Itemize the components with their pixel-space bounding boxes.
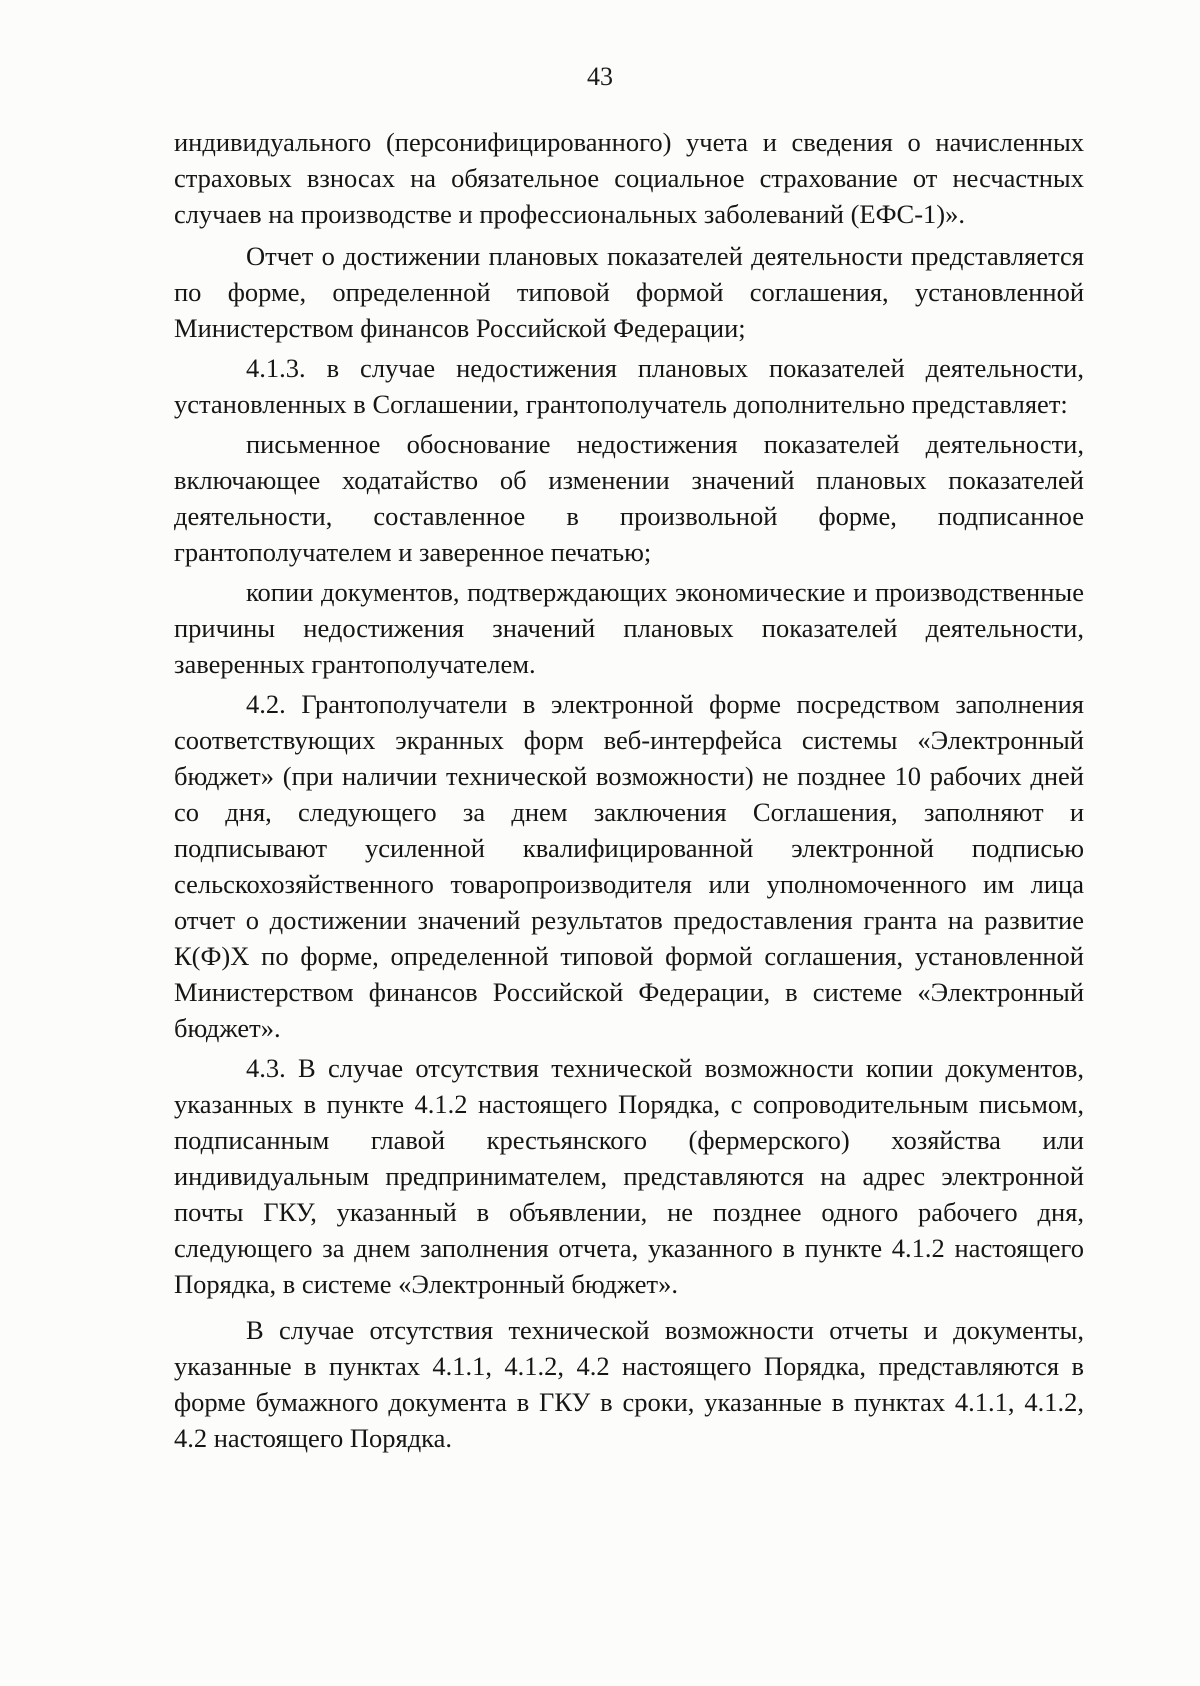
paragraph-written-justification: письменное обоснование недостижения показателей деятельности, включающее ходатайство об изменении значений плановых показателей деятельности, составленное в произвольной форме, подписанное грантополучателем и заверенное печатью; [174,429,1084,567]
paragraph-4-1-3: 4.1.3. в случае недостижения плановых показателей деятельности, установленных в Соглашении, грантополучатель дополнительно представляет: [174,353,1084,419]
paragraph-continuation: индивидуального (персонифицированного) учета и сведения о начисленных страховых взносах на обязательное социальное страхование от несчастных случаев на производстве и профессиональных заболеваний (ЕФС-1)». [174,127,1084,229]
paragraph-report-form: Отчет о достижении плановых показателей деятельности представляется по форме, определенной типовой формой соглашения, установленной Министерством финансов Российской Федерации; [174,241,1084,343]
document-body [174,124,1084,1456]
page-number: 43 [587,62,613,91]
paragraph-paper-submission: В случае отсутствия технической возможности отчеты и документы, указанные в пунктах 4.1.1, 4.1.2, 4.2 настоящего Порядка, представляются в форме бумажного документа в ГКУ в сроки, указанные в пунктах 4.1.1, 4.1.2, 4.2 настоящего Порядка. [174,1315,1084,1453]
paragraph-4-2: 4.2. Грантополучатели в электронной форме посредством заполнения соответствующих экранных форм веб-интерфейса системы «Электронный бюджет» (при наличии технической возможности) не позднее 10 рабочих дней со дня, следующего за днем заключения Соглашения, заполняют и подписывают усиленной квалифицированной электронной подписью сельскохозяйственного товаропроизводителя или уполномоченного им лица отчет о достижении значений результатов предоставления гранта на развитие К(Ф)Х по форме, определенной типовой формой соглашения, установленной Министерством финансов Российской Федерации, в системе «Электронный бюджет». [174,689,1084,1043]
paragraph-document-copies: копии документов, подтверждающих экономические и производственные причины недостижения значений плановых показателей деятельности, заверенных грантополучателем. [174,577,1084,679]
paragraph-4-3: 4.3. В случае отсутствия технической возможности копии документов, указанных в пункте 4.1.2 настоящего Порядка, с сопроводительным письмом, подписанным главой крестьянского (фермерского) хозяйства или индивидуальным предпринимателем, представляются на адрес электронной почты ГКУ, указанный в объявлении, не позднее одного рабочего дня, следующего за днем заполнения отчета, указанного в пункте 4.1.2 настоящего Порядка, в системе «Электронный бюджет». [174,1053,1084,1299]
